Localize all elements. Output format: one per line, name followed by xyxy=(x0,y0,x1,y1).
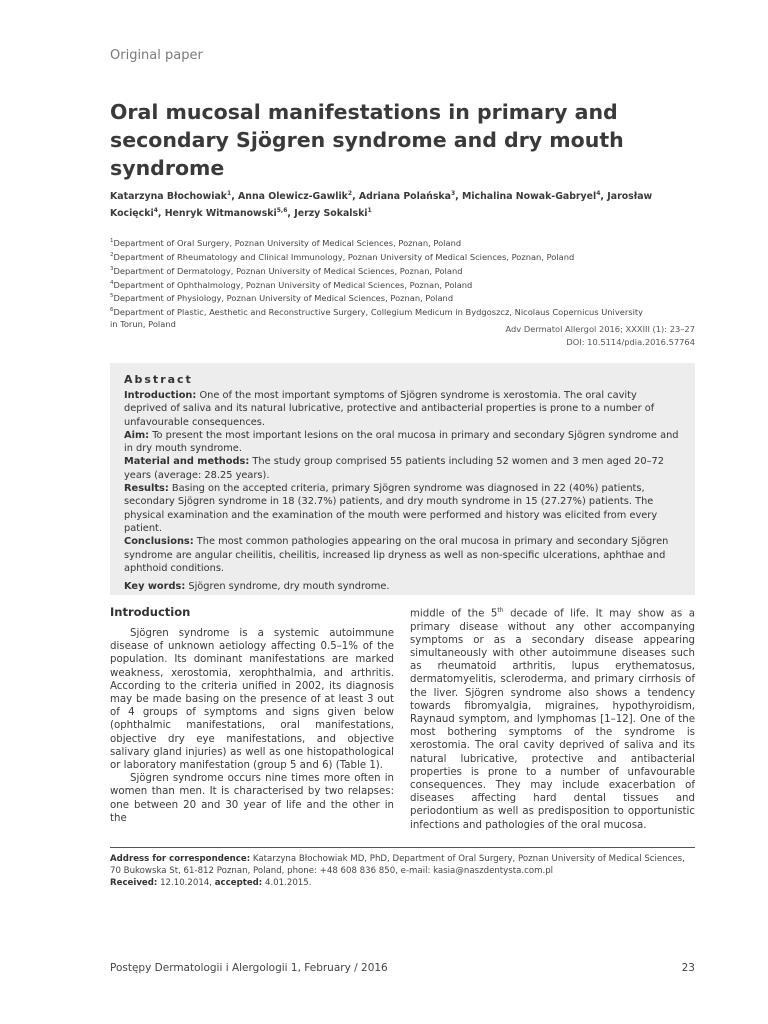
introduction-heading: Introduction xyxy=(110,605,191,619)
abstract-label: Results: xyxy=(124,483,169,495)
article-title: Oral mucosal manifestations in primary and secondary Sjögren syndrome and dry mouth syndrome xyxy=(110,100,624,180)
abstract-label: Conclusions: xyxy=(124,536,194,548)
citation-doi: DOI: 10.5114/pdia.2016.57764 xyxy=(566,337,695,347)
author-name: Anna Olewicz-Gawlik xyxy=(238,191,348,203)
body-column-left xyxy=(110,627,394,825)
author-separator: , xyxy=(600,191,608,203)
body-text: middle of the 5 xyxy=(410,608,498,620)
author-separator: , xyxy=(352,191,359,203)
citation-journal: Adv Dermatol Allergol 2016; XXXIII (1): 23–27 xyxy=(505,324,695,334)
abstract-text: Sjögren syndrome, dry mouth syndrome. xyxy=(185,581,390,593)
author-affiliation-number: 4 xyxy=(153,207,158,215)
author-name: Jarosław Kocięcki xyxy=(110,191,653,220)
abstract-results xyxy=(124,482,682,535)
author-separator: , xyxy=(455,191,462,203)
abstract-text: One of the most important symptoms of Sjögren syndrome is xerostomia. The oral cavity deprived of saliva and its natural lubricative, protective and antibacterial properties is prone to a number of unfavourable consequences. xyxy=(124,390,655,428)
body-paragraph: Sjögren syndrome is a systemic autoimmune disease of unknown aetiology affecting 0.5–1% of the population. Its dominant manifestations are marked weakness, xerostomia, xerophthalmia, and arthritis. According to the criteria unified in 2002, its diagnosis may be made basing on the presence of at least 3 out of 4 groups of symptoms and signs given below (ophthalmic manifestations, oral manifestations, objective dry eye manifestations, and objective salivary gland injuries) as well as one histopathological or laboratory manifestation (group 5 and 6) (Table 1). xyxy=(110,628,394,772)
abstract-conclusions xyxy=(124,535,682,575)
dates-line xyxy=(110,877,695,889)
journal-footer: Postępy Dermatologii i Alergologii 1, February / 2016 xyxy=(110,962,388,974)
abstract-label: Key words: xyxy=(124,581,186,593)
abstract-text: The most common pathologies appearing on the oral mucosa in primary and secondary Sjögren syndrome are angular cheilitis, cheilitis, increased lip dryness as well as non-specific ulcerations, aphthae and aphthoid conditions. xyxy=(124,536,669,574)
citation-block xyxy=(505,323,695,349)
abstract-label: Material and methods: xyxy=(124,456,250,468)
author-name: Michalina Nowak-Gabryel xyxy=(462,191,597,203)
affiliation-number: 6 xyxy=(110,307,114,314)
author-affiliation-number: 4 xyxy=(596,190,601,197)
abstract-introduction xyxy=(124,389,682,429)
abstract-label: Introduction: xyxy=(124,390,197,401)
abstract-text: The study group comprised 55 patients including 52 women and 3 men aged 20–72 years (average: 28.25 years). xyxy=(124,456,665,481)
abstract-methods xyxy=(124,455,682,482)
correspondence-text: Katarzyna Błochowiak MD, PhD, Department of Oral Surgery, Poznan University of Medical Sciences, xyxy=(250,854,685,864)
affiliation-item xyxy=(110,290,700,304)
affiliation-number: 3 xyxy=(110,265,114,272)
abstract-text: To present the most important lesions on the oral mucosa in primary and secondary Sjögren syndrome and in dry mouth syndrome. xyxy=(124,429,679,455)
page-number: 23 xyxy=(681,962,695,974)
author-separator: , xyxy=(231,191,239,203)
body-paragraph xyxy=(410,604,695,832)
correspondence-line xyxy=(110,853,695,865)
abstract-label: Aim: xyxy=(124,429,150,441)
article-type: Original paper xyxy=(110,48,203,63)
superscript: th xyxy=(497,607,504,614)
correspondence-block xyxy=(110,853,695,890)
correspondence-divider xyxy=(110,847,695,848)
abstract-heading: Abstract xyxy=(124,373,193,386)
author-affiliation-number: 5,6 xyxy=(276,207,288,215)
abstract-body xyxy=(124,389,682,593)
affiliation-text: in Torun, Poland xyxy=(110,319,176,330)
affiliation-number: 5 xyxy=(110,293,114,300)
correspondence-label: Address for correspondence: xyxy=(110,854,251,864)
correspondence-line: 70 Bukowska St, 61-812 Poznan, Poland, phone: +48 608 836 850, e-mail: kasia@naszdentysta.com.pl xyxy=(110,866,554,877)
abstract-text: Basing on the accepted criteria, primary Sjögren syndrome was diagnosed in 22 (40%) patients, secondary Sjögren syndrome in 18 (32.7%) patients, and dry mouth syndrome in 15 (27.27%) patients. The physical examination and the examination of the mouth were performed and history was elicited from every patient. xyxy=(124,483,658,534)
author-name: Katarzyna Błochowiak xyxy=(110,191,228,203)
affiliation-item xyxy=(110,235,700,249)
affiliation-text: Department of Ophthalmology, Poznan University of Medical Sciences, Poznan, Poland xyxy=(113,279,473,290)
abstract-keywords xyxy=(124,580,682,593)
affiliation-text: Department of Dermatology, Poznan University of Medical Sciences, Poznan, Poland xyxy=(113,265,463,276)
affiliation-number: 2 xyxy=(110,251,114,258)
abstract-aim xyxy=(124,429,682,456)
affiliation-item xyxy=(110,263,700,277)
affiliation-text: Department of Plastic, Aesthetic and Reconstructive Surgery, Collegium Medicum in Bydgoszcz, Nicolaus Copernicus University xyxy=(113,307,644,318)
body-column-right xyxy=(410,604,695,832)
author-name: Henryk Witmanowski xyxy=(164,208,277,220)
affiliation-number: 4 xyxy=(110,279,114,286)
accepted-date: 4.01.2015. xyxy=(262,878,312,889)
author-separator: , xyxy=(287,208,295,220)
affiliation-item xyxy=(110,277,700,291)
affiliation-list xyxy=(110,235,700,330)
author-name: Adriana Polańska xyxy=(358,191,451,203)
author-separator: , xyxy=(157,208,165,220)
accepted-label: accepted: xyxy=(214,878,263,889)
affiliation-text: Department of Oral Surgery, Poznan University of Medical Sciences, Poznan, Poland xyxy=(113,237,462,248)
body-paragraph: Sjögren syndrome occurs nine times more often in women than men. It is characterised by two relapses: one between 20 and 30 year of life and the other in the xyxy=(110,773,394,824)
author-affiliation-number: 1 xyxy=(367,207,372,215)
author-list xyxy=(110,187,695,221)
affiliation-text: Department of Rheumatology and Clinical Immunology, Poznan University of Medical Sciences, Poznan, Poland xyxy=(113,251,575,262)
author-name: Jerzy Sokalski xyxy=(294,208,368,220)
received-label: Received: xyxy=(110,878,158,889)
affiliation-number: 1 xyxy=(110,238,114,244)
affiliation-item xyxy=(110,304,700,318)
received-date: 12.10.2014, xyxy=(157,878,215,889)
affiliation-text: Department of Physiology, Poznan University of Medical Sciences, Poznan, Poland xyxy=(113,293,454,304)
affiliation-item xyxy=(110,249,700,263)
author-affiliation-number: 2 xyxy=(347,190,353,197)
author-affiliation-number: 1 xyxy=(227,190,232,197)
body-text: decade of life. It may show as a primary disease without any other accompanying symptoms or as a secondary disease appearing simultaneously with other autoimmune diseases such as rheumatoid arthritis, lupus erythematosus, dermatomyelitis, scleroderma, and primary cirrhosis of the liver. Sjögren syndrome also shows a tendency towards fibromyalgia, migraines, hypothyroidism, Raynaud symptom, and lymphomas [1–12]. One of the most bothering symptoms of the syndrome is xerostomia. The oral cavity deprived of saliva and its natural lubricative, protective and antibacterial properties is prone to a number of unfavourable consequences. They may include exacerbation of diseases affecting hard dental tissues and periodontium as well as predisposition to opportunistic infections and pathologies of the oral mucosa. xyxy=(410,608,696,831)
author-affiliation-number: 3 xyxy=(450,190,456,197)
